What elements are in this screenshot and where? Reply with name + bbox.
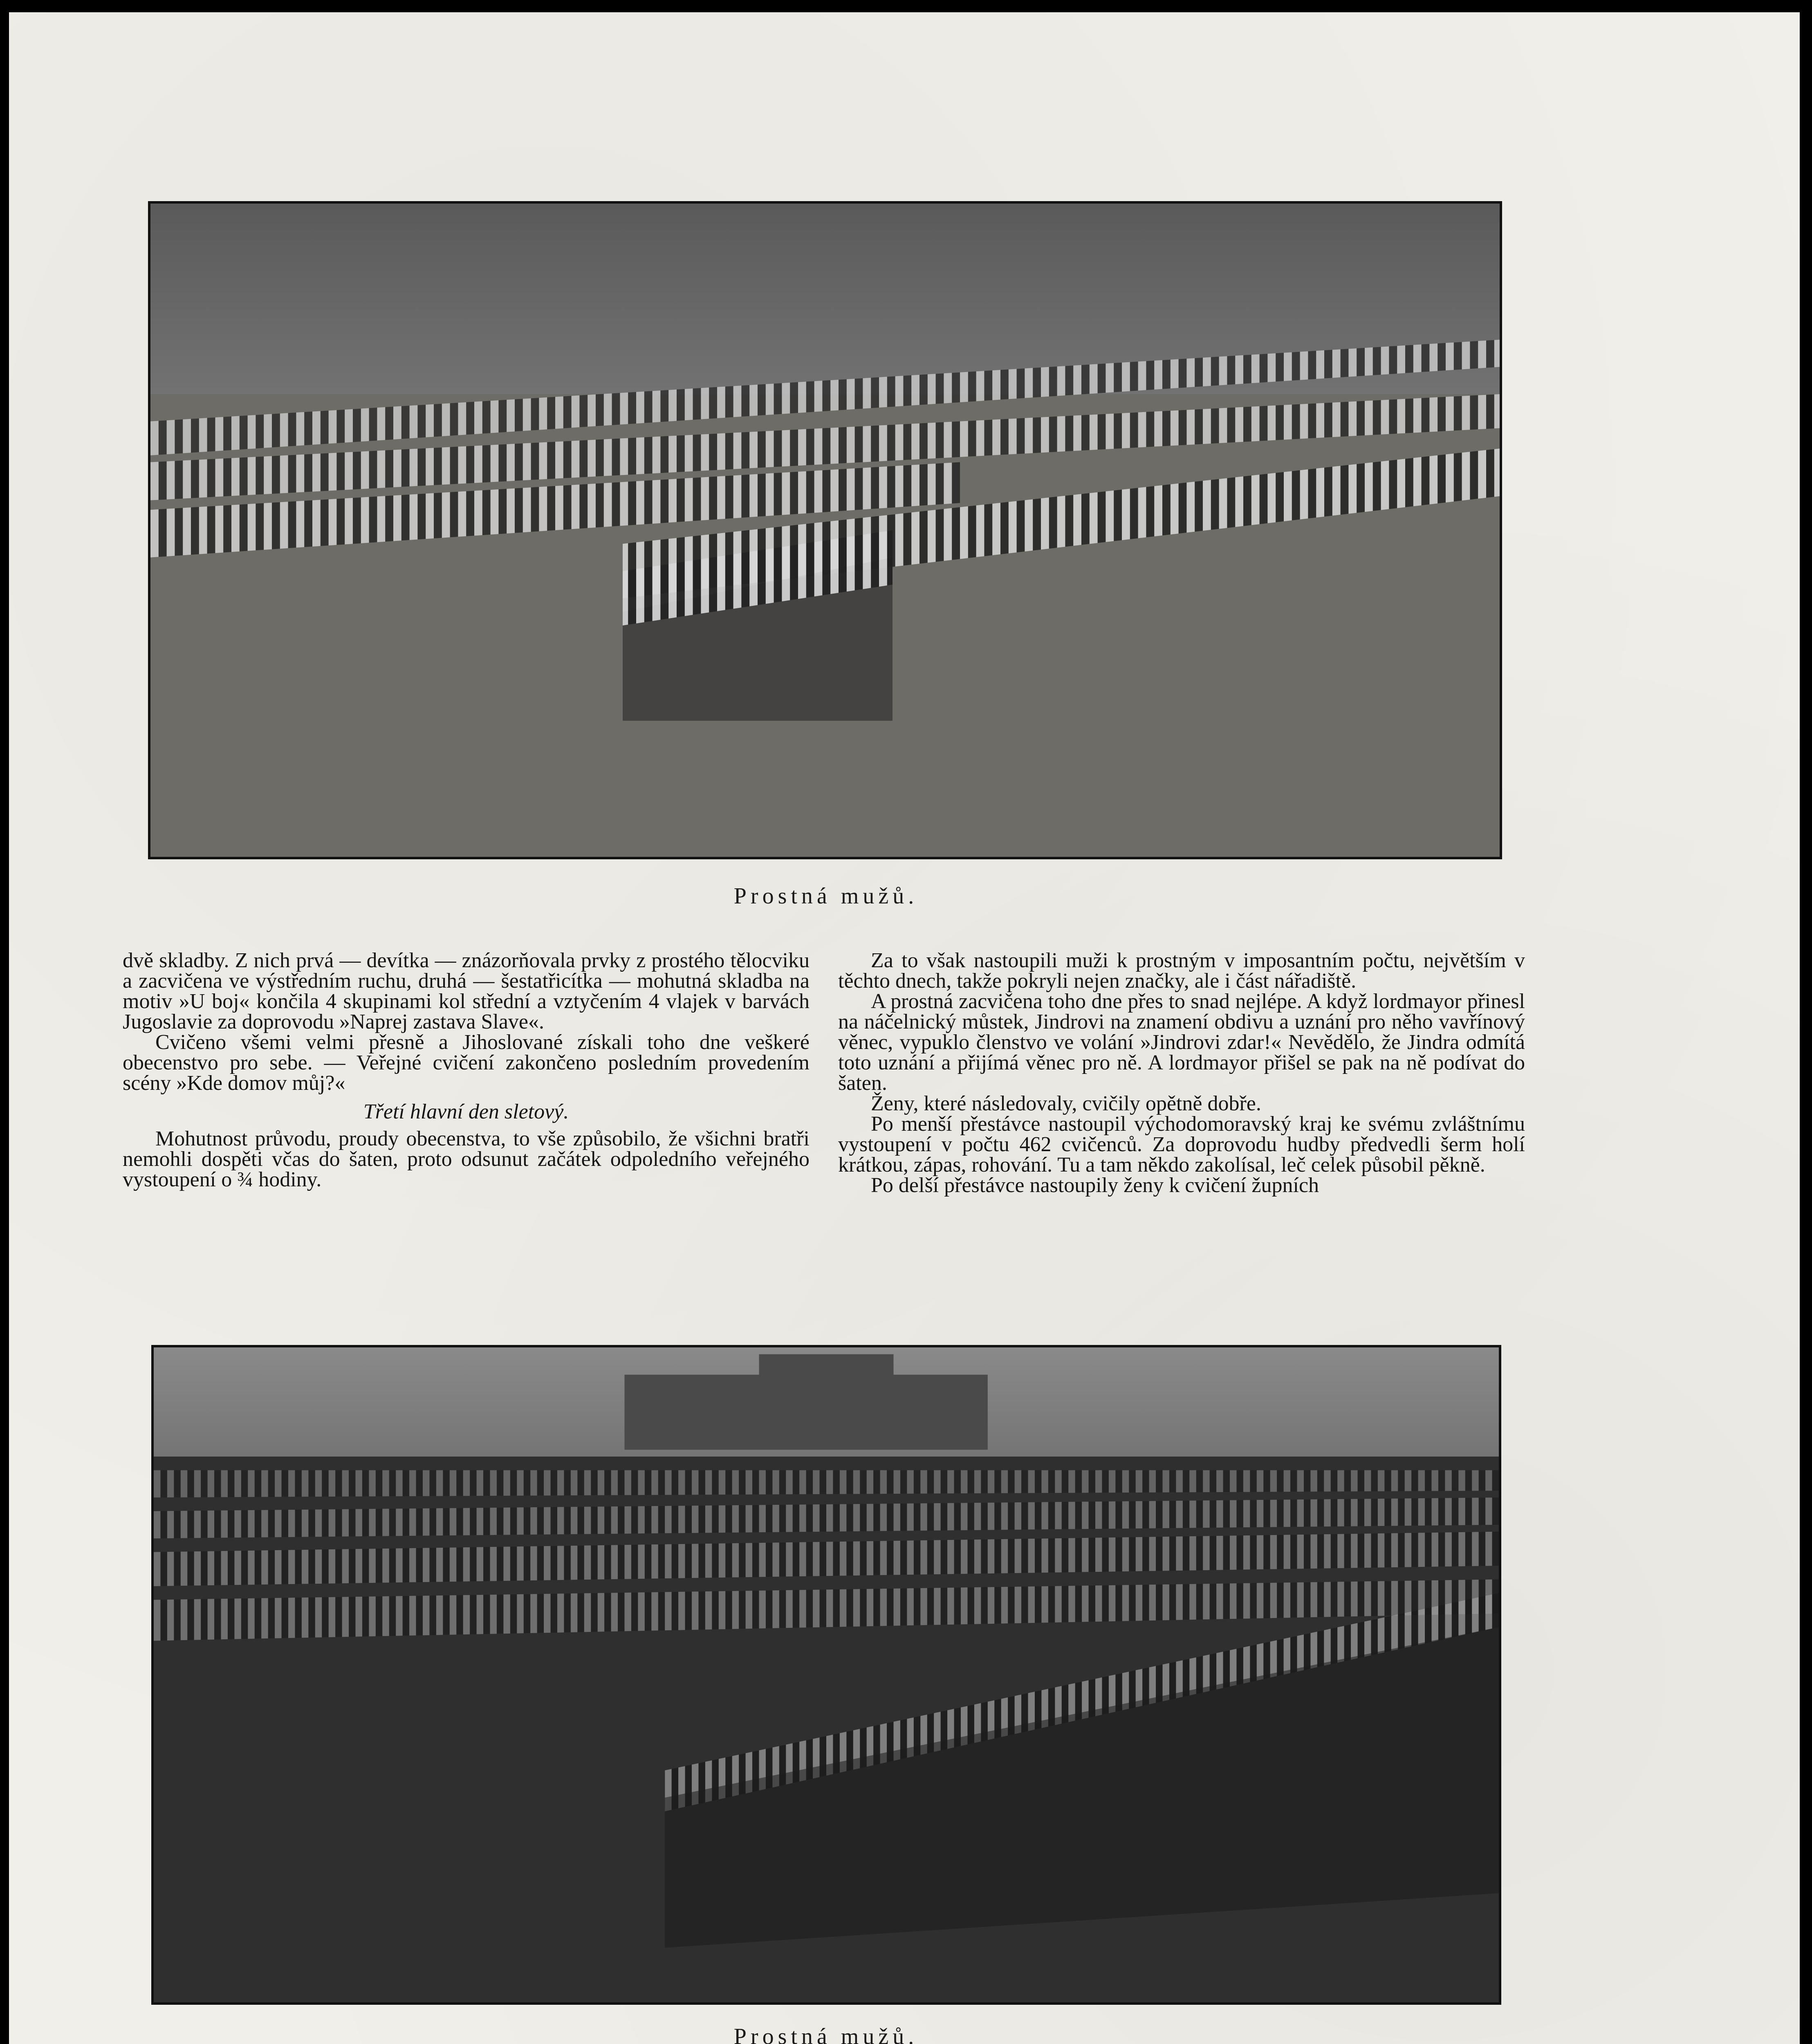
right-column xyxy=(838,950,1525,1196)
photo-1-caption: Prostná mužů. xyxy=(733,883,918,909)
left-para-2: Cvičeno všemi velmi přesně a Jihoslované získali toho dne veškeré obecenstvo pro sebe. — Veřejné cvičení zakončeno posledním provedením scény »Kde domov můj?« xyxy=(123,1031,810,1095)
photo-1-image xyxy=(150,204,1500,857)
section-heading: Třetí hlavní den sletový. xyxy=(363,1100,569,1123)
photo-men-exercises-1 xyxy=(148,201,1502,859)
right-para-2: A prostná zacvičena toho dne přes to snad nejlépe. A když lordmayor přinesl na náčelnický můstek, Jindrovi na znamení obdivu a uznání pro něho vavřínový věnec, vypuklo členstvo ve volání »Jindrovi zdar!« Nevědělo, že Jindra odmítá toto uznání a přijímá věnec pro ně. A lordmayor přišel se pak na ně podívat do šaten. xyxy=(838,990,1525,1095)
left-column xyxy=(123,950,810,1190)
photo-2-image xyxy=(154,1347,1499,2002)
photo-2-caption: Prostná mužů. xyxy=(733,2024,918,2044)
left-para-3: Mohutnost průvodu, proudy obecenstva, to vše způsobilo, že všichni bratři nemohli dospěti včas do šaten, proto odsunut začátek odpoledního veřejného vystoupení o ¾ hodiny. xyxy=(123,1127,810,1191)
right-para-1: Za to však nastoupili muži k prostným v imposantním počtu, největším v těchto dnech, takže pokryli nejen značky, ale i část nářadiště. xyxy=(838,949,1525,993)
right-para-5: Po delší přestávce nastoupily ženy k cvičení župních xyxy=(871,1174,1319,1197)
photo-men-exercises-2 xyxy=(151,1345,1501,2005)
left-para-1: dvě skladby. Z nich prvá — devítka — znázorňovala prvky z prostého tělocviku a zacvičena ve výstředním ruchu, druhá — šestatřicítka — mohutná skladba na motiv »U boj« končila 4 skupinami kol střední a vztyčením 4 vlajek v barvách Jugoslavie za doprovodu »Naprej zastava Slave«. xyxy=(123,949,810,1033)
right-para-4: Po menší přestávce nastoupil východomoravský kraj ke svému zvláštnímu vystoupení v počtu 462 cvičenců. Za doprovodu hudby předvedli šerm holí krátkou, zápas, rohování. Tu a tam někdo zakolísal, leč celek působil pěkně. xyxy=(838,1112,1525,1177)
right-para-3: Ženy, které následovaly, cvičily opětně dobře. xyxy=(871,1092,1261,1115)
